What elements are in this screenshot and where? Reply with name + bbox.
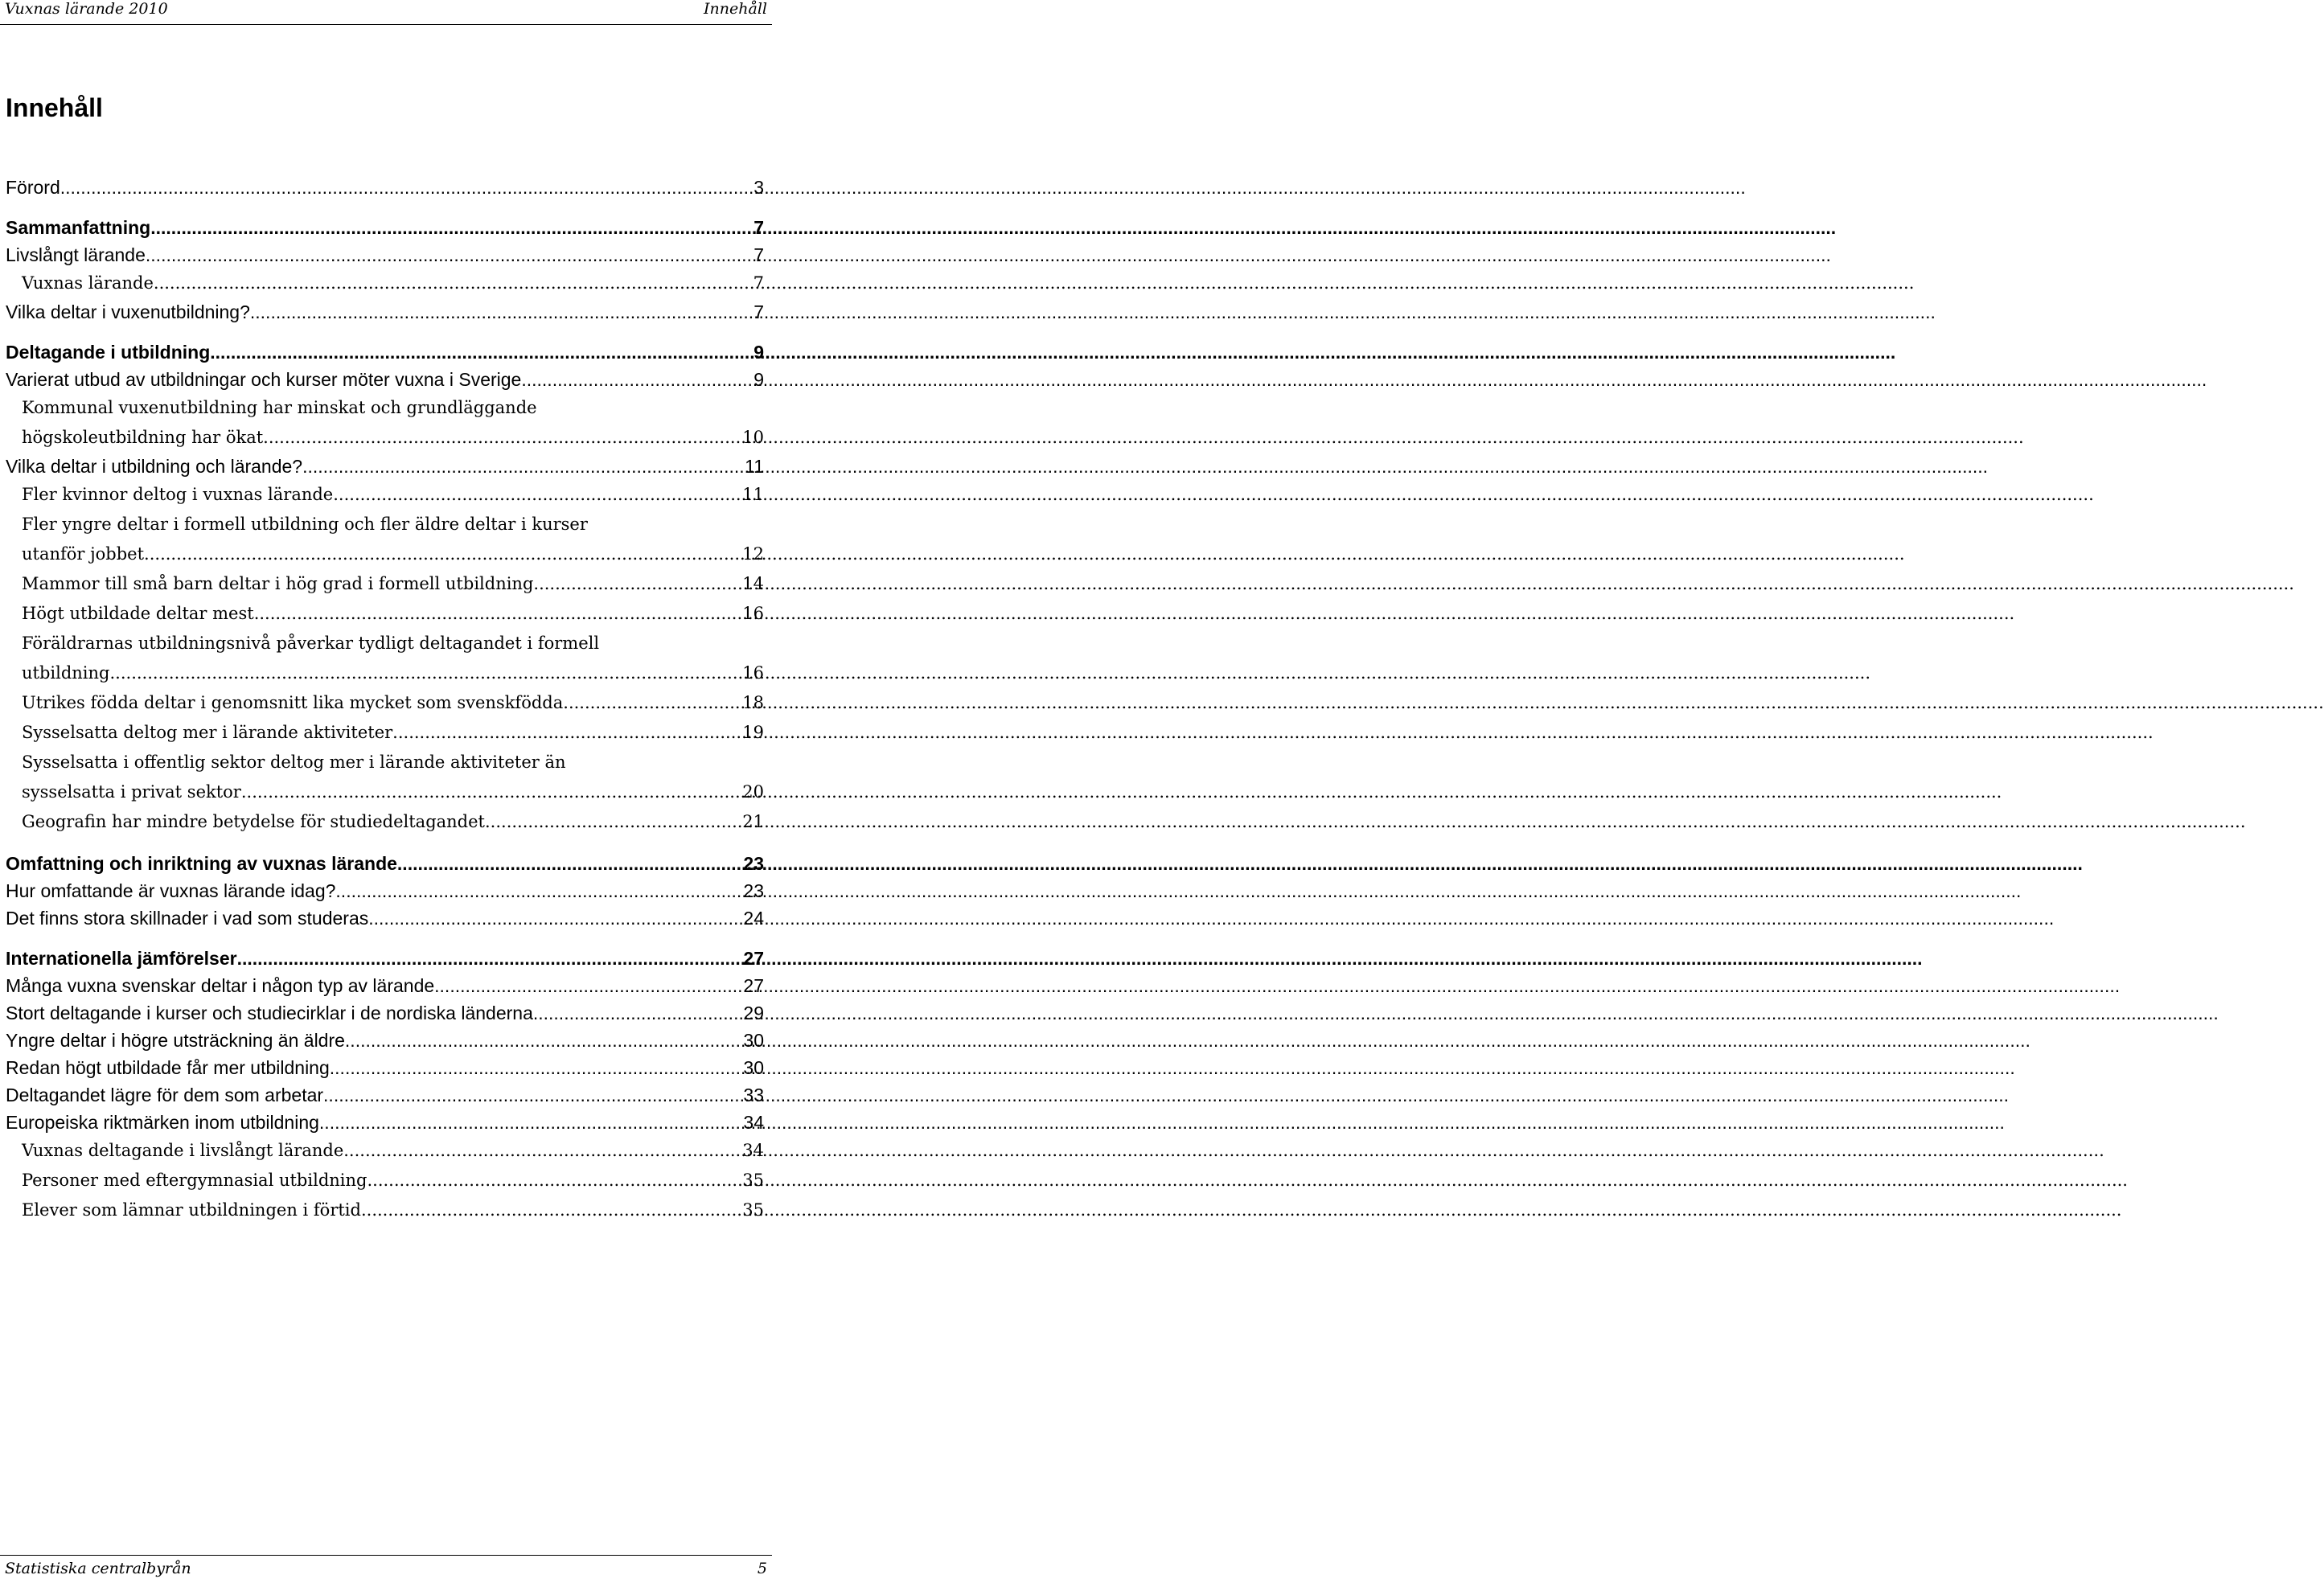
toc-page-number: 21 xyxy=(742,812,764,831)
toc-entry-first-line[interactable]: Föräldrarnas utbildningsnivå påverkar tydligt deltagandet i formell xyxy=(22,634,600,653)
toc-page-number: 29 xyxy=(743,1003,764,1023)
toc-entry-text: Högt utbildade deltar mest xyxy=(22,604,254,623)
dot-leader xyxy=(210,338,753,366)
page-header xyxy=(0,0,772,26)
toc-page-number: 7 xyxy=(753,301,764,322)
dot-leader xyxy=(150,214,753,241)
toc-entry[interactable] xyxy=(6,1054,764,1081)
dot-leader xyxy=(367,1166,742,1195)
toc-section-omfattning[interactable] xyxy=(6,850,764,877)
toc-entry-text: Vilka deltar i vuxenutbildning? xyxy=(6,301,250,322)
toc-page-number: 24 xyxy=(743,908,764,929)
dot-leader xyxy=(521,366,753,393)
toc-entry[interactable] xyxy=(6,539,764,569)
toc-entry-text: Redan högt utbildade får mer utbildning xyxy=(6,1057,330,1078)
toc-page-number: 9 xyxy=(753,342,764,363)
toc-entry-first-line[interactable]: Sysselsatta i offentlig sektor deltog mer i lärande aktiviteter än xyxy=(22,753,566,772)
toc-entry-text: Sysselsatta deltog mer i lärande aktiviteter xyxy=(22,723,393,742)
toc-entry-first-line[interactable]: Fler yngre deltar i formell utbildning och fler äldre deltar i kurser xyxy=(22,515,588,534)
toc-entry-text: Elever som lämnar utbildningen i förtid xyxy=(22,1200,361,1220)
toc-page-number: 10 xyxy=(742,428,764,447)
table-of-contents xyxy=(6,174,764,1225)
toc-entry[interactable] xyxy=(6,999,764,1027)
toc-page-number: 20 xyxy=(742,782,764,802)
dot-leader xyxy=(60,174,753,201)
toc-page-number: 35 xyxy=(742,1171,764,1190)
toc-subentry[interactable] xyxy=(6,1195,764,1225)
dot-leader xyxy=(154,269,753,298)
toc-entry[interactable] xyxy=(6,599,764,629)
toc-page-number: 7 xyxy=(753,273,764,293)
toc-entry[interactable] xyxy=(6,241,764,269)
dot-leader xyxy=(434,972,743,999)
toc-page-number: 33 xyxy=(743,1085,764,1105)
toc-entry-text: Fler kvinnor deltog i vuxnas lärande xyxy=(22,485,334,504)
toc-entry[interactable] xyxy=(6,569,764,599)
toc-page-number: 19 xyxy=(742,723,764,742)
dot-leader xyxy=(323,1081,743,1109)
dot-leader xyxy=(343,1136,742,1166)
dot-leader xyxy=(144,539,742,569)
dot-leader xyxy=(333,480,742,510)
toc-entry[interactable] xyxy=(6,453,764,480)
toc-entry[interactable] xyxy=(6,298,764,326)
toc-page-number: 11 xyxy=(745,456,764,477)
dot-leader xyxy=(361,1195,742,1225)
toc-entry-forord[interactable] xyxy=(6,174,764,201)
dot-leader xyxy=(330,1054,744,1081)
toc-entry-text: Varierat utbud av utbildningar och kurser möter vuxna i Sverige xyxy=(6,369,522,390)
section-gap xyxy=(6,201,764,214)
toc-section-title: Sammanfattning xyxy=(6,217,151,238)
toc-page-number: 18 xyxy=(742,693,764,712)
toc-entry-text: Förord xyxy=(6,177,60,198)
toc-page-number: 23 xyxy=(743,853,764,874)
footer-publisher: Statistiska centralbyrån xyxy=(5,1560,191,1577)
dot-leader xyxy=(485,807,742,837)
toc-section-title: Omfattning och inriktning av vuxnas lärande xyxy=(6,853,397,874)
toc-entry[interactable] xyxy=(6,366,764,393)
dot-leader xyxy=(250,298,753,326)
toc-page-number: 3 xyxy=(753,177,764,198)
dot-leader xyxy=(533,999,744,1027)
toc-page-number: 34 xyxy=(742,1141,764,1160)
section-gap xyxy=(6,932,764,945)
toc-section-sammanfattning[interactable] xyxy=(6,214,764,241)
toc-entry-text: Geografin har mindre betydelse för studiedeltagandet xyxy=(22,812,485,831)
dot-leader xyxy=(368,904,743,932)
toc-entry[interactable] xyxy=(6,423,764,453)
toc-entry-text: Utrikes födda deltar i genomsnitt lika mycket som svenskfödda xyxy=(22,693,564,712)
toc-entry-text: Vuxnas lärande xyxy=(22,273,154,293)
toc-section-title: Internationella jämförelser xyxy=(6,948,237,969)
section-gap xyxy=(6,326,764,338)
toc-entry-text: högskoleutbildning har ökat xyxy=(22,428,264,447)
footer-rule xyxy=(0,1555,772,1556)
header-rule xyxy=(0,24,772,25)
toc-entry[interactable] xyxy=(6,658,764,688)
toc-entry[interactable] xyxy=(6,1081,764,1109)
toc-entry-text: Vuxnas deltagande i livslångt lärande xyxy=(22,1141,344,1160)
toc-entry-text: Många vuxna svenskar deltar i någon typ av lärande xyxy=(6,975,435,996)
toc-page-number: 34 xyxy=(743,1112,764,1133)
toc-entry[interactable] xyxy=(6,777,764,807)
toc-entry[interactable] xyxy=(6,269,764,298)
footer-page-number: 5 xyxy=(757,1560,767,1577)
toc-entry-text: sysselsatta i privat sektor xyxy=(22,782,241,802)
toc-entry-text: Vilka deltar i utbildning och lärande? xyxy=(6,456,303,477)
toc-entry[interactable] xyxy=(6,718,764,748)
toc-page-number: 7 xyxy=(753,244,764,265)
page-title: Innehåll xyxy=(6,93,103,122)
toc-page-number: 11 xyxy=(742,485,764,504)
toc-page-number: 30 xyxy=(743,1030,764,1051)
dot-leader xyxy=(563,688,742,718)
dot-leader xyxy=(533,569,742,599)
page-footer xyxy=(0,1555,772,1583)
toc-entry[interactable] xyxy=(6,1027,764,1054)
toc-entry[interactable] xyxy=(6,1109,764,1136)
toc-subentry[interactable] xyxy=(6,1136,764,1166)
toc-entry-first-line[interactable]: Kommunal vuxenutbildning har minskat och grundläggande xyxy=(22,398,537,417)
toc-entry[interactable] xyxy=(6,972,764,999)
toc-entry-text: Livslångt lärande xyxy=(6,244,146,265)
dot-leader xyxy=(345,1027,743,1054)
dot-leader xyxy=(241,777,742,807)
dot-leader xyxy=(302,453,745,480)
section-gap xyxy=(6,837,764,850)
dot-leader xyxy=(146,241,753,269)
toc-entry[interactable] xyxy=(6,688,764,718)
toc-entry[interactable] xyxy=(6,904,764,932)
toc-entry-text: Yngre deltar i högre utsträckning än äldre xyxy=(6,1030,345,1051)
toc-page-number: 12 xyxy=(742,544,764,564)
toc-page-number: 7 xyxy=(753,217,764,238)
header-document-title: Vuxnas lärande 2010 xyxy=(5,0,168,18)
toc-entry-text: Personer med eftergymnasial utbildning xyxy=(22,1171,367,1190)
toc-section-internationella[interactable] xyxy=(6,945,764,972)
toc-page-number: 27 xyxy=(743,948,764,969)
dot-leader xyxy=(237,945,744,972)
toc-section-deltagande[interactable] xyxy=(6,338,764,366)
header-section-name: Innehåll xyxy=(704,0,767,18)
toc-page-number: 16 xyxy=(742,604,764,623)
toc-entry[interactable] xyxy=(6,807,764,837)
toc-entry[interactable] xyxy=(6,480,764,510)
dot-leader xyxy=(110,658,743,688)
toc-page-number: 14 xyxy=(742,574,764,593)
toc-page-number: 9 xyxy=(753,369,764,390)
dot-leader xyxy=(392,718,742,748)
toc-entry-text: utbildning xyxy=(22,663,110,683)
toc-page-number: 16 xyxy=(742,663,764,683)
dot-leader xyxy=(335,877,743,904)
dot-leader xyxy=(397,850,743,877)
toc-entry[interactable] xyxy=(6,877,764,904)
toc-page-number: 35 xyxy=(742,1200,764,1220)
toc-entry-text: Europeiska riktmärken inom utbildning xyxy=(6,1112,319,1133)
toc-entry-text: utanför jobbet xyxy=(22,544,145,564)
toc-section-title: Deltagande i utbildning xyxy=(6,342,211,363)
dot-leader xyxy=(263,423,742,453)
toc-subentry[interactable] xyxy=(6,1166,764,1195)
dot-leader xyxy=(319,1109,743,1136)
toc-entry-text: Mammor till små barn deltar i hög grad i formell utbildning xyxy=(22,574,534,593)
toc-entry-text: Stort deltagande i kurser och studiecirklar i de nordiska länderna xyxy=(6,1003,533,1023)
toc-entry-text: Deltagandet lägre för dem som arbetar xyxy=(6,1085,324,1105)
toc-entry-text: Det finns stora skillnader i vad som studeras xyxy=(6,908,369,929)
dot-leader xyxy=(254,599,743,629)
toc-page-number: 30 xyxy=(743,1057,764,1078)
toc-entry-text: Hur omfattande är vuxnas lärande idag? xyxy=(6,880,336,901)
toc-page-number: 23 xyxy=(743,880,764,901)
toc-page-number: 27 xyxy=(743,975,764,996)
